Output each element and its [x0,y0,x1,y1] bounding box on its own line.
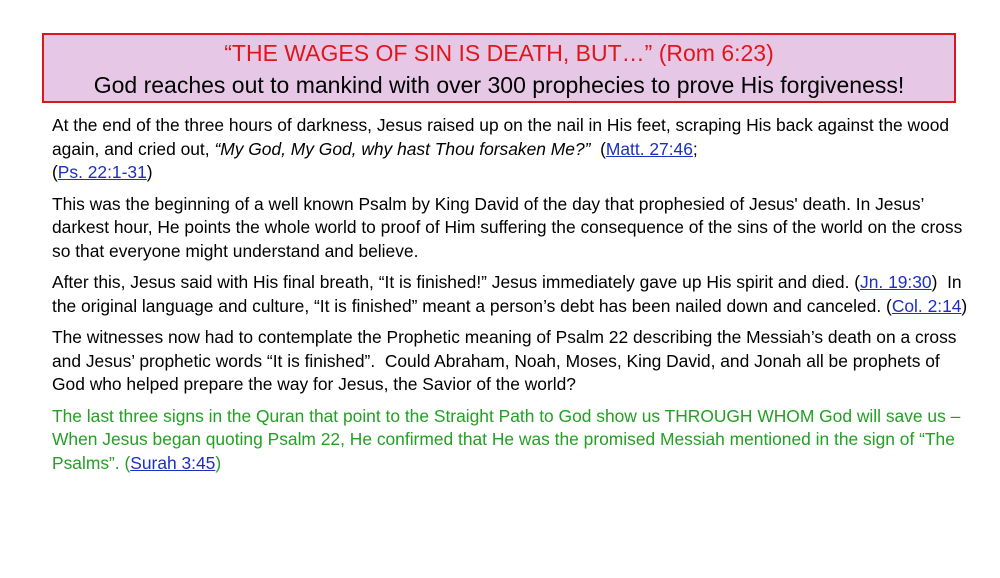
paragraph-3-paren-close: ) [961,295,968,316]
paragraph-1-semicolon: ; [692,138,698,159]
paragraph-3-text-2: ) In the original language and culture, “It is finished” meant a person’s debt has been nailed down and canceled. ( [52,272,967,316]
paragraph-1-paren-open: ( [590,138,606,159]
paragraph-4: The witnesses now had to contemplate the Prophetic meaning of Psalm 22 describing the Messiah’s death on a cross and Jesus’ prophetic words “It is finished”. Could Abraham, Noah, Moses, King David, and Jonah all be prophets of God who helped prepare the way for Jesus, the Savior of the world? [52,327,962,394]
paragraph-2: This was the beginning of a well known Psalm by King David of the day that prophesied of Jesus' death. In Jesus’ darkest hour, He points the whole world to proof of Him suffering the consequence of the sins of the world on the cross so that everyone might understand and believe. [52,193,963,261]
paragraph-1-quote: “My God, My God, why hast Thou forsaken Me?” [214,138,591,159]
paragraph-1 [52,114,972,185]
title-line-2: God reaches out to mankind with over 300 prophecies to prove His forgiveness! [93,72,905,98]
link-surah-3-45[interactable]: Surah 3:45 [130,452,216,473]
link-col-2-14[interactable]: Col. 2:14 [891,295,962,316]
paragraph-1-text: At the end of the three hours of darkness, Jesus raised up on the nail in His feet, scraping His back against the wood again, and cried out, [52,115,950,159]
title-box [42,33,956,103]
link-matt-27-46[interactable]: Matt. 27:46 [605,138,693,159]
paragraph-3-text: After this, Jesus said with His final breath, “It is finished!” Jesus immediately gave up His spirit and died. ( [52,272,861,292]
paragraph-3 [52,271,972,318]
link-jn-19-30[interactable]: Jn. 19:30 [860,272,932,292]
content-body [52,114,972,483]
paragraph-1-paren-open-2: ( [52,162,58,182]
paragraph-5-paren-close: ) [215,452,222,473]
paragraph-5-text: The last three signs in the Quran that point to the Straight Path to God show us THROUGH WHOM God will save us – When Jesus began quoting Psalm 22, He confirmed that He was the promised Messiah mentioned in the sign of “The Psalms”. ( [52,405,961,473]
paragraph-5 [52,405,972,476]
link-ps-22-1-31[interactable]: Ps. 22:1-31 [57,162,147,182]
title-line-1: “THE WAGES OF SIN IS DEATH, BUT…” (Rom 6:23) [224,40,774,66]
paragraph-1-paren-close: ) [146,162,153,182]
